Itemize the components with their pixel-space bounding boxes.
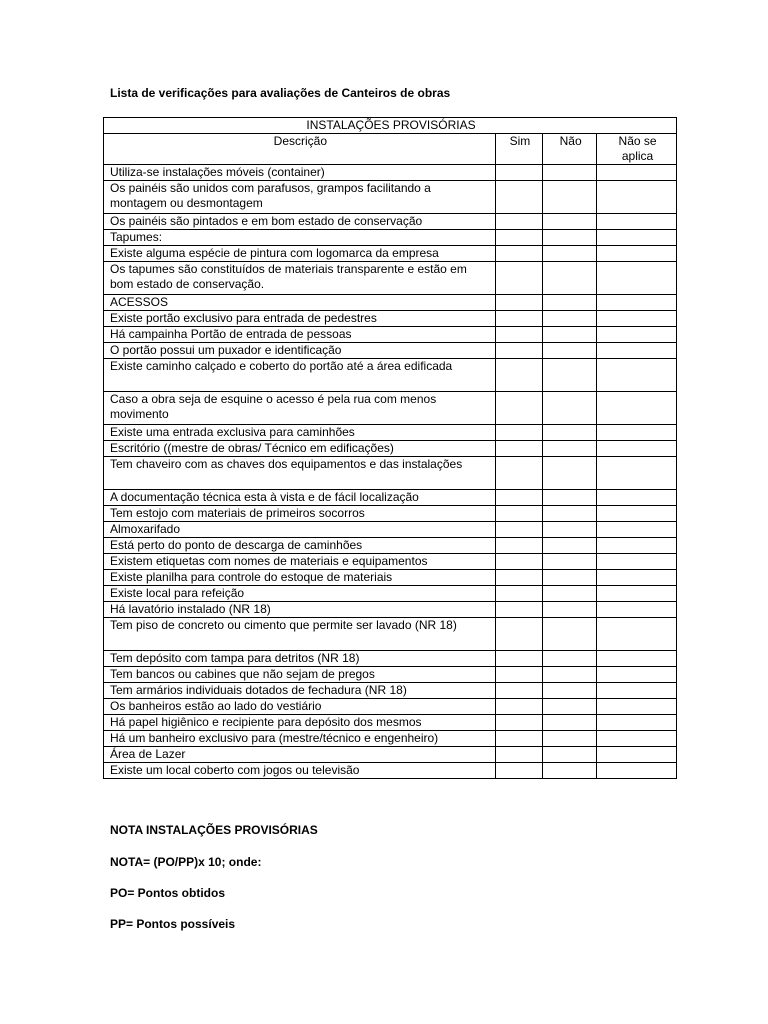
- nao-se-aplica-cell[interactable]: [597, 747, 677, 763]
- table-row: [104, 602, 677, 618]
- nao-se-aplica-cell[interactable]: [597, 246, 677, 262]
- table-row: [104, 586, 677, 602]
- nao-cell[interactable]: [543, 230, 597, 246]
- table-row: [104, 731, 677, 747]
- sim-cell[interactable]: [495, 522, 542, 538]
- nao-se-aplica-cell[interactable]: [597, 602, 677, 618]
- sim-cell[interactable]: [495, 359, 542, 392]
- nao-se-aplica-cell[interactable]: [597, 490, 677, 506]
- sim-cell[interactable]: [495, 165, 542, 181]
- notes-pp: PP= Pontos possíveis: [110, 917, 236, 931]
- nao-cell[interactable]: [543, 667, 597, 683]
- nao-se-aplica-cell[interactable]: [597, 667, 677, 683]
- nao-se-aplica-cell[interactable]: [597, 359, 677, 392]
- sim-cell[interactable]: [495, 230, 542, 246]
- header-sim: Sim: [495, 134, 542, 165]
- nao-cell[interactable]: [543, 181, 597, 214]
- row-description: Existe alguma espécie de pintura com logomarca da empresa: [104, 246, 496, 262]
- nao-cell[interactable]: [543, 506, 597, 522]
- row-description: Existe uma entrada exclusiva para caminhões: [104, 425, 496, 441]
- nao-se-aplica-cell[interactable]: [597, 715, 677, 731]
- nao-se-aplica-cell[interactable]: [597, 230, 677, 246]
- header-nao-se-aplica: Não se aplica: [597, 134, 677, 165]
- row-description: Há lavatório instalado (NR 18): [104, 602, 496, 618]
- nao-se-aplica-cell[interactable]: [597, 683, 677, 699]
- table-row: [104, 699, 677, 715]
- sim-cell[interactable]: [495, 327, 542, 343]
- sim-cell[interactable]: [495, 699, 542, 715]
- table-row: [104, 490, 677, 506]
- sim-cell[interactable]: [495, 490, 542, 506]
- nao-se-aplica-cell[interactable]: [597, 699, 677, 715]
- section-header-row: [104, 747, 677, 763]
- nao-se-aplica-cell[interactable]: [597, 538, 677, 554]
- sim-cell[interactable]: [495, 425, 542, 441]
- row-description: Está perto do ponto de descarga de caminhões: [104, 538, 496, 554]
- row-description: A documentação técnica esta à vista e de fácil localização: [104, 490, 496, 506]
- sim-cell[interactable]: [495, 554, 542, 570]
- sim-cell[interactable]: [495, 570, 542, 586]
- row-description: Tem estojo com materiais de primeiros socorros: [104, 506, 496, 522]
- nao-cell[interactable]: [543, 262, 597, 295]
- nao-cell[interactable]: [543, 699, 597, 715]
- row-description: ACESSOS: [104, 295, 496, 311]
- sim-cell[interactable]: [495, 651, 542, 667]
- row-description: Os painéis são unidos com parafusos, grampos facilitando a montagem ou desmontagem: [104, 181, 496, 214]
- sim-cell[interactable]: [495, 295, 542, 311]
- sim-cell[interactable]: [495, 538, 542, 554]
- nao-cell[interactable]: [543, 425, 597, 441]
- table-row: [104, 425, 677, 441]
- nao-se-aplica-cell[interactable]: [597, 763, 677, 779]
- sim-cell[interactable]: [495, 715, 542, 731]
- row-description: Almoxarifado: [104, 522, 496, 538]
- sim-cell[interactable]: [495, 747, 542, 763]
- sim-cell[interactable]: [495, 441, 542, 457]
- table-row: [104, 214, 677, 230]
- nao-cell[interactable]: [543, 457, 597, 490]
- nao-cell[interactable]: [543, 683, 597, 699]
- row-description: Há um banheiro exclusivo para (mestre/técnico e engenheiro): [104, 731, 496, 747]
- row-description: Utiliza-se instalações móveis (container): [104, 165, 496, 181]
- notes-po: PO= Pontos obtidos: [110, 886, 226, 900]
- row-description: Tem armários individuais dotados de fechadura (NR 18): [104, 683, 496, 699]
- table-row: [104, 506, 677, 522]
- header-descricao: Descrição: [104, 134, 496, 165]
- sim-cell[interactable]: [495, 311, 542, 327]
- nao-se-aplica-cell[interactable]: [597, 295, 677, 311]
- row-description: O portão possui um puxador e identificação: [104, 343, 496, 359]
- sim-cell[interactable]: [495, 731, 542, 747]
- nao-se-aplica-cell[interactable]: [597, 522, 677, 538]
- nao-cell[interactable]: [543, 570, 597, 586]
- table-row: [104, 554, 677, 570]
- table-row: [104, 618, 677, 651]
- sim-cell[interactable]: [495, 586, 542, 602]
- table-row: [104, 311, 677, 327]
- table-body: [104, 165, 677, 779]
- nao-cell[interactable]: [543, 343, 597, 359]
- nao-se-aplica-cell[interactable]: [597, 262, 677, 295]
- nao-cell[interactable]: [543, 763, 597, 779]
- row-description: Os painéis são pintados e em bom estado de conservação: [104, 214, 496, 230]
- nao-se-aplica-cell[interactable]: [597, 327, 677, 343]
- row-description: Há campainha Portão de entrada de pessoas: [104, 327, 496, 343]
- table-row: [104, 715, 677, 731]
- table-row: [104, 262, 677, 295]
- sim-cell[interactable]: [495, 392, 542, 425]
- checklist-table: [103, 117, 677, 779]
- section-header-row: [104, 295, 677, 311]
- nao-cell[interactable]: [543, 747, 597, 763]
- table-row: [104, 651, 677, 667]
- nao-cell[interactable]: [543, 246, 597, 262]
- table-row: [104, 359, 677, 392]
- table-title: INSTALAÇÕES PROVISÓRIAS: [104, 118, 677, 134]
- table-row: [104, 343, 677, 359]
- nao-cell[interactable]: [543, 618, 597, 651]
- notes-heading: NOTA INSTALAÇÕES PROVISÓRIAS: [110, 823, 318, 837]
- row-description: Há papel higiênico e recipiente para depósito dos mesmos: [104, 715, 496, 731]
- sim-cell[interactable]: [495, 618, 542, 651]
- nao-cell[interactable]: [543, 392, 597, 425]
- nao-se-aplica-cell[interactable]: [597, 618, 677, 651]
- table-row: [104, 538, 677, 554]
- sim-cell[interactable]: [495, 246, 542, 262]
- row-description: Existe local para refeição: [104, 586, 496, 602]
- table-row: [104, 165, 677, 181]
- table-row: [104, 246, 677, 262]
- nao-cell[interactable]: [543, 327, 597, 343]
- row-description: Existe caminho calçado e coberto do portão até a área edificada: [104, 359, 496, 392]
- sim-cell[interactable]: [495, 602, 542, 618]
- row-description: Tapumes:: [104, 230, 496, 246]
- nao-se-aplica-cell[interactable]: [597, 165, 677, 181]
- row-description: Tem depósito com tampa para detritos (NR 18): [104, 651, 496, 667]
- nao-cell[interactable]: [543, 359, 597, 392]
- nao-cell[interactable]: [543, 586, 597, 602]
- nao-se-aplica-cell[interactable]: [597, 441, 677, 457]
- sim-cell[interactable]: [495, 763, 542, 779]
- row-description: Tem chaveiro com as chaves dos equipamentos e das instalações: [104, 457, 496, 490]
- row-description: Tem piso de concreto ou cimento que permite ser lavado (NR 18): [104, 618, 496, 651]
- nao-se-aplica-cell[interactable]: [597, 311, 677, 327]
- table-row: [104, 763, 677, 779]
- nao-cell[interactable]: [543, 522, 597, 538]
- table-row: [104, 327, 677, 343]
- row-description: Área de Lazer: [104, 747, 496, 763]
- nao-se-aplica-cell[interactable]: [597, 214, 677, 230]
- nao-se-aplica-cell[interactable]: [597, 425, 677, 441]
- nao-se-aplica-cell[interactable]: [597, 392, 677, 425]
- nao-cell[interactable]: [543, 490, 597, 506]
- nao-se-aplica-cell[interactable]: [597, 731, 677, 747]
- nao-se-aplica-cell[interactable]: [597, 651, 677, 667]
- sim-cell[interactable]: [495, 667, 542, 683]
- sim-cell[interactable]: [495, 343, 542, 359]
- nao-cell[interactable]: [543, 214, 597, 230]
- row-description: Existe portão exclusivo para entrada de pedestres: [104, 311, 496, 327]
- table-row: [104, 570, 677, 586]
- section-header-row: [104, 522, 677, 538]
- table-row: [104, 457, 677, 490]
- nao-cell[interactable]: [543, 295, 597, 311]
- sim-cell[interactable]: [495, 262, 542, 295]
- row-description: Caso a obra seja de esquine o acesso é pela rua com menos movimento: [104, 392, 496, 425]
- nao-cell[interactable]: [543, 554, 597, 570]
- table-row: [104, 181, 677, 214]
- nao-se-aplica-cell[interactable]: [597, 506, 677, 522]
- row-description: Os banheiros estão ao lado do vestiário: [104, 699, 496, 715]
- section-header-row: [104, 441, 677, 457]
- nao-se-aplica-cell[interactable]: [597, 554, 677, 570]
- nao-cell[interactable]: [543, 651, 597, 667]
- row-description: Existem etiquetas com nomes de materiais e equipamentos: [104, 554, 496, 570]
- nao-cell[interactable]: [543, 441, 597, 457]
- row-description: Escritório ((mestre de obras/ Técnico em edificações): [104, 441, 496, 457]
- row-description: Os tapumes são constituídos de materiais transparente e estão em bom estado de conservação.: [104, 262, 496, 295]
- nao-se-aplica-cell[interactable]: [597, 586, 677, 602]
- sim-cell[interactable]: [495, 214, 542, 230]
- notes-formula: NOTA= (PO/PP)x 10; onde:: [110, 855, 262, 869]
- nao-se-aplica-cell[interactable]: [597, 457, 677, 490]
- row-description: Existe planilha para controle do estoque de materiais: [104, 570, 496, 586]
- sim-cell[interactable]: [495, 181, 542, 214]
- sim-cell[interactable]: [495, 683, 542, 699]
- nao-se-aplica-cell[interactable]: [597, 343, 677, 359]
- section-header-row: [104, 230, 677, 246]
- nao-cell[interactable]: [543, 538, 597, 554]
- nao-cell[interactable]: [543, 602, 597, 618]
- table-row: [104, 667, 677, 683]
- table-row: [104, 392, 677, 425]
- nao-cell[interactable]: [543, 715, 597, 731]
- row-description: Tem bancos ou cabines que não sejam de pregos: [104, 667, 496, 683]
- nao-cell[interactable]: [543, 731, 597, 747]
- nao-cell[interactable]: [543, 165, 597, 181]
- sim-cell[interactable]: [495, 506, 542, 522]
- row-description: Existe um local coberto com jogos ou televisão: [104, 763, 496, 779]
- sim-cell[interactable]: [495, 457, 542, 490]
- nao-se-aplica-cell[interactable]: [597, 570, 677, 586]
- header-nao: Não: [543, 134, 597, 165]
- page-title: Lista de verificações para avaliações de Canteiros de obras: [110, 86, 451, 100]
- nao-se-aplica-cell[interactable]: [597, 181, 677, 214]
- nao-cell[interactable]: [543, 311, 597, 327]
- table-row: [104, 683, 677, 699]
